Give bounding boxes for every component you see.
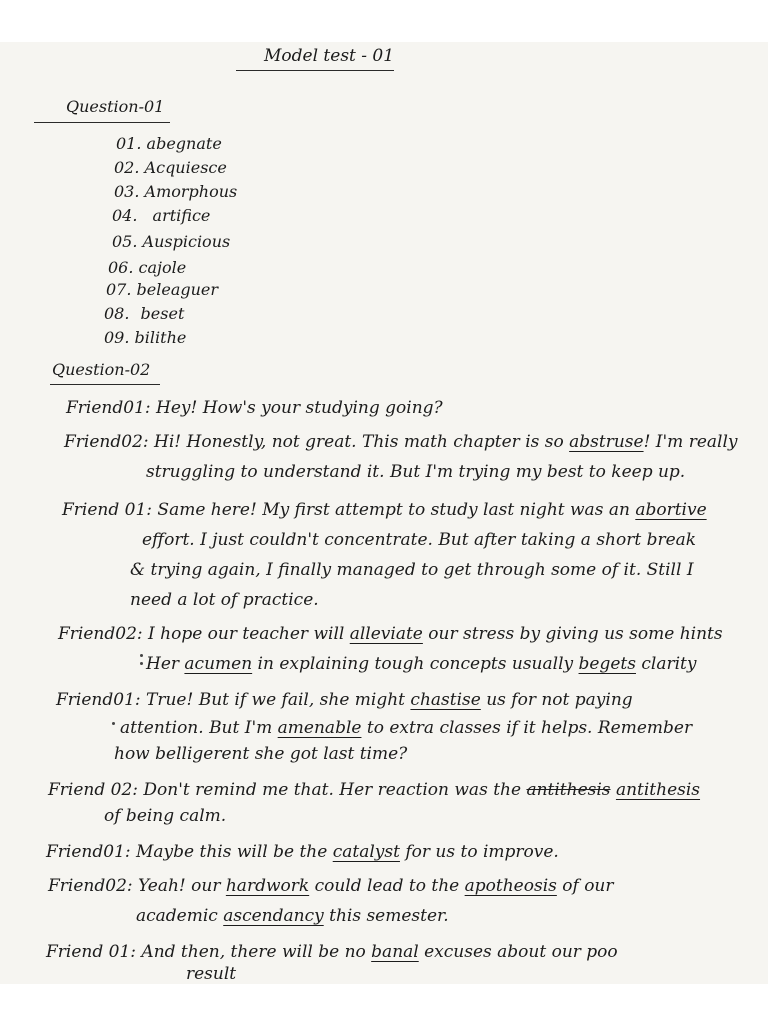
vocab-number: 04. [112, 206, 138, 225]
speaker-label: Friend01: [46, 842, 137, 862]
question-2-heading: Question-02 [52, 360, 151, 379]
vocab-item [104, 304, 184, 324]
speaker-label: Friend02: [58, 624, 149, 644]
speaker-label: Friend02: [48, 876, 139, 896]
vocab-word-highlight: alleviate [349, 624, 423, 644]
vocab-word: bilithe [134, 328, 187, 347]
vocab-word: beset [140, 304, 185, 323]
vocab-word: artifice [152, 206, 211, 225]
vocab-number: 02. [114, 158, 140, 177]
vocab-word: cajole [138, 258, 187, 277]
vocab-word: Acquiesce [144, 158, 227, 177]
question-2-underline [50, 384, 160, 385]
dialogue-line: Friend01: True! But if we fail, she might chastise us for not paying [56, 690, 633, 710]
vocab-item [112, 206, 210, 226]
dialogue-line: of being calm. [104, 806, 227, 826]
vocab-number: 06. [108, 258, 134, 277]
notebook-page [0, 42, 768, 984]
title-underline [236, 70, 394, 71]
vocab-word-highlight: catalyst [332, 842, 400, 862]
dialogue-line: Friend02: Yeah! our hardwork could lead to the apotheosis of our [48, 876, 614, 896]
dialogue-line: Friend 01: Same here! My first attempt to study last night was an abortive [62, 500, 707, 520]
vocab-item [104, 328, 186, 348]
vocab-number: 08. [104, 304, 130, 323]
vocab-word-highlight: abortive [635, 500, 707, 520]
dialogue-line: Friend02: I hope our teacher will alleviate our stress by giving us some hints [58, 624, 723, 644]
vocab-item [116, 134, 222, 154]
vocab-word-highlight: abstruse [569, 432, 644, 452]
vocab-word: beleaguer [136, 280, 219, 299]
vocab-word: Amorphous [144, 182, 238, 201]
vocab-item [114, 158, 227, 178]
vocab-number: 09. [104, 328, 130, 347]
vocab-number: 03. [114, 182, 140, 201]
vocab-number: 01. [116, 134, 142, 153]
speaker-label: Friend01: [66, 398, 157, 418]
bullet-dot [140, 654, 143, 657]
vocab-word-highlight: acumen [184, 654, 253, 674]
dialogue-line: how belligerent she got last time? [114, 744, 408, 764]
dialogue-line: Friend 02: Don't remind me that. Her reaction was the antithesis antithesis [48, 780, 701, 800]
dialogue-line: Friend02: Hi! Honestly, not great. This math chapter is so abstruse! I'm really [64, 432, 738, 452]
vocab-word: Auspicious [142, 232, 231, 251]
vocab-word-highlight: ascendancy [223, 906, 324, 926]
speaker-label: Friend 01: [62, 500, 158, 520]
struck-word: antithesis [526, 780, 611, 800]
question-1-heading: Question-01 [66, 97, 165, 116]
vocab-item [106, 280, 218, 300]
vocab-word-highlight: hardwork [225, 876, 310, 896]
dialogue-line: Friend01: Maybe this will be the catalyst for us to improve. [46, 842, 559, 862]
question-1-underline [34, 122, 170, 123]
vocab-word-highlight: banal [371, 942, 419, 962]
speaker-label: Friend01: [56, 690, 147, 710]
vocab-word: abegnate [146, 134, 222, 153]
speaker-label: Friend 02: [48, 780, 144, 800]
speaker-label: Friend02: [64, 432, 155, 452]
bullet-dot [112, 722, 115, 725]
vocab-item [114, 182, 237, 202]
vocab-word-highlight: antithesis [615, 780, 701, 800]
dialogue-line: struggling to understand it. But I'm trying my best to keep up. [146, 462, 686, 482]
vocab-word-highlight: amenable [277, 718, 362, 738]
dialogue-line: effort. I just couldn't concentrate. But after taking a short break [142, 530, 697, 550]
dialogue-line: attention. But I'm amenable to extra classes if it helps. Remember [120, 718, 693, 738]
vocab-number: 05. [112, 232, 138, 251]
dialogue-line: Friend01: Hey! How's your studying going? [66, 398, 443, 418]
vocab-word-highlight: apotheosis [464, 876, 557, 896]
dialogue-line: need a lot of practice. [130, 590, 319, 610]
bullet-dot [140, 662, 143, 665]
speaker-label: Friend 01: [46, 942, 142, 962]
vocab-word-highlight: begets [578, 654, 636, 674]
vocab-number: 07. [106, 280, 132, 299]
vocab-item [108, 258, 186, 278]
vocab-word-highlight: chastise [410, 690, 481, 710]
dialogue-line: result [186, 964, 237, 984]
dialogue-line: academic ascendancy this semester. [136, 906, 449, 926]
page-title: Model test - 01 [264, 46, 395, 66]
dialogue-line: Her acumen in explaining tough concepts usually begets clarity [146, 654, 697, 674]
dialogue-line: Friend 01: And then, there will be no banal excuses about our poo [46, 942, 618, 962]
vocab-item [112, 232, 230, 252]
dialogue-line: & trying again, I finally managed to get through some of it. Still I [130, 560, 694, 580]
